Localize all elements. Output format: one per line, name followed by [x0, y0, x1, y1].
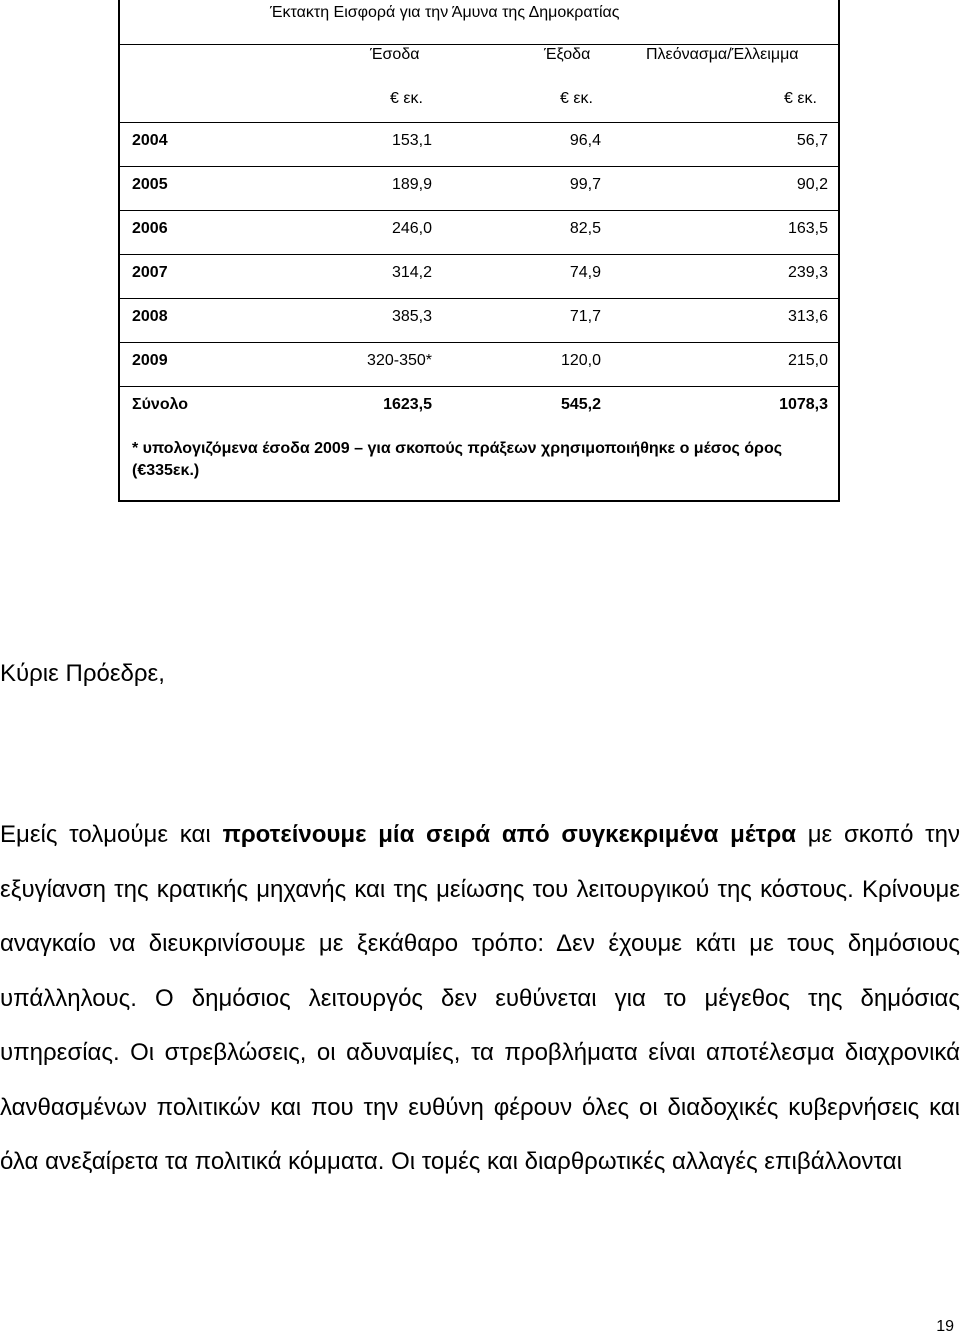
table-row — [120, 298, 838, 343]
header-balance: Πλεόνασμα/Έλλειμμα — [646, 46, 799, 63]
row-balance: 90,2 — [796, 176, 828, 193]
total-expenses: 545,2 — [560, 396, 601, 413]
table-title-cell — [120, 0, 838, 45]
row-balance: 56,7 — [796, 132, 828, 149]
row-balance: 215,0 — [787, 352, 828, 369]
unit-balance: € εκ. — [784, 90, 817, 107]
defence-levy-table — [118, 0, 840, 502]
row-income: 153,1 — [391, 132, 432, 149]
row-year: 2009 — [132, 352, 168, 369]
row-year: 2008 — [132, 308, 168, 325]
row-balance: 313,6 — [787, 308, 828, 325]
row-income: 246,0 — [391, 220, 432, 237]
table-total-row — [120, 386, 838, 431]
total-income: 1623,5 — [383, 396, 432, 413]
paragraph-start: Εμείς τολμούμε και — [0, 821, 223, 848]
row-expenses: 74,9 — [569, 264, 601, 281]
header-expenses: Έξοδα — [544, 46, 591, 63]
row-balance: 239,3 — [787, 264, 828, 281]
row-income: 320-350* — [367, 352, 432, 369]
table-row — [120, 254, 838, 299]
total-balance: 1078,3 — [779, 396, 828, 413]
row-income: 314,2 — [391, 264, 432, 281]
table-footnote: * υπολογιζόμενα έσοδα 2009 – για σκοπούς πράξεων χρησιμοποιήθηκε ο μέσος όρος (€335εκ.) — [132, 440, 783, 479]
body-paragraph — [0, 808, 960, 1190]
unit-income: € εκ. — [390, 90, 423, 107]
page-number: 19 — [936, 1318, 954, 1335]
paragraph-emphasis: προτείνουμε μία σειρά από συγκεκριμένα μέτρα — [222, 821, 796, 848]
row-expenses: 120,0 — [560, 352, 601, 369]
row-expenses: 96,4 — [569, 132, 601, 149]
table-row — [120, 122, 838, 167]
table-title: Έκτακτη Εισφορά για την Άμυνα της Δημοκρατίας — [270, 4, 620, 21]
row-expenses: 71,7 — [569, 308, 601, 325]
row-balance: 163,5 — [787, 220, 828, 237]
row-income: 189,9 — [391, 176, 432, 193]
table-row — [120, 166, 838, 211]
unit-expenses: € εκ. — [560, 90, 593, 107]
paragraph-rest: με σκοπό την εξυγίανση της κρατικής μηχανής και της μείωσης του λειτουργικού της κόστους. Κρίνουμε αναγκαίο να διευκρινίσουμε με ξεκάθαρο τρόπο: Δεν έχουμε κάτι με τους δημόσιους υπάλληλους. Ο δημόσιος λειτουργός δεν ευθύνεται για το μέγεθος της δημόσιας υπηρεσίας. Οι στρεβλώσεις, οι αδυναμίες, τα προβλήματα είναι αποτέλεσμα διαχρονικά λανθασμένων πολιτικών και που την ευθύνη φέρουν όλες οι διαδοχικές κυβερνήσεις και όλα ανεξαίρετα τα πολιτικά κόμματα. Οι τομές και διαρθρωτικές αλλαγές επιβάλλονται — [0, 821, 960, 1175]
table-row — [120, 342, 838, 387]
row-year: 2006 — [132, 220, 168, 237]
salutation: Κύριε Πρόεδρε, — [0, 660, 165, 687]
row-income: 385,3 — [391, 308, 432, 325]
table-row — [120, 210, 838, 255]
total-label: Σύνολο — [132, 396, 189, 413]
row-expenses: 99,7 — [569, 176, 601, 193]
header-income: Έσοδα — [370, 46, 420, 63]
row-year: 2007 — [132, 264, 168, 281]
row-expenses: 82,5 — [569, 220, 601, 237]
row-year: 2005 — [132, 176, 168, 193]
row-year: 2004 — [132, 132, 168, 149]
